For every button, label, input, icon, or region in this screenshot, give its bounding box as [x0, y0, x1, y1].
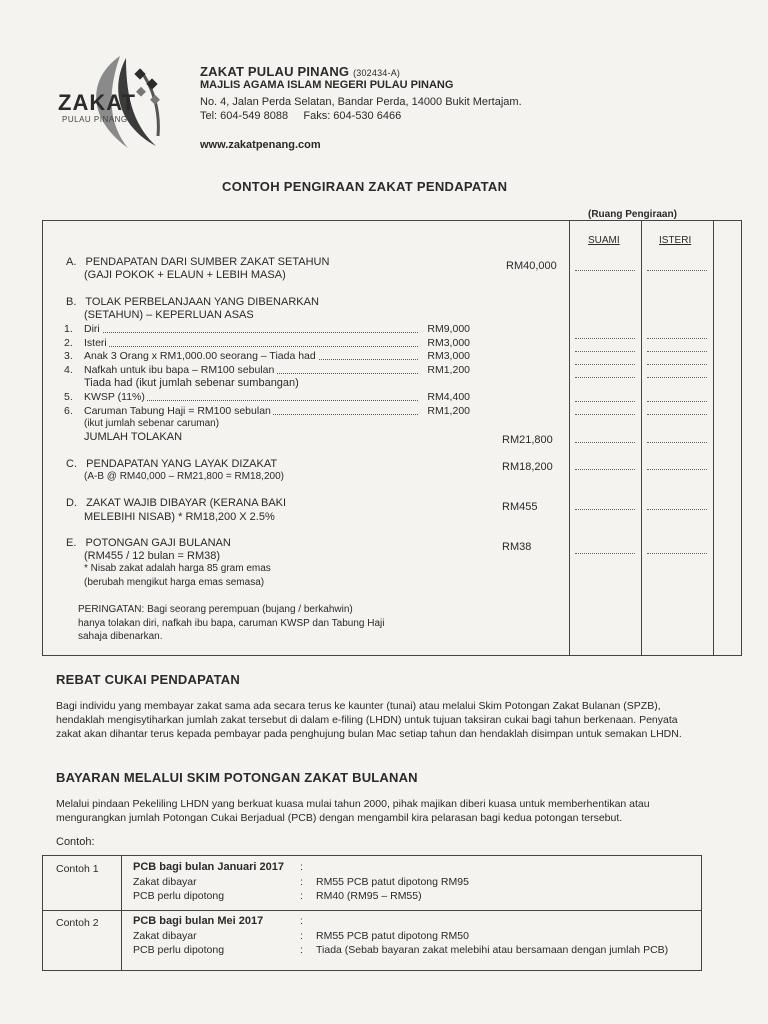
example-label: Contoh 2 — [56, 917, 99, 929]
colon: : — [300, 915, 303, 927]
colon: : — [300, 876, 303, 888]
section-b-title: B. TOLAK PERBELANJAAN YANG DIBENARKAN — [66, 296, 319, 308]
example-title: PCB bagi bulan Januari 2017 — [133, 861, 284, 873]
deduction-item-number: 6. — [64, 405, 73, 417]
org-name-text: ZAKAT PULAU PINANG — [200, 64, 350, 79]
example-label: Contoh 1 — [56, 863, 99, 875]
jumlah-tolakan-amount: RM21,800 — [502, 434, 553, 446]
deduction-item-amount: RM1,200 — [427, 364, 470, 376]
peringatan-line3: sahaja dibenarkan. — [78, 631, 163, 642]
section-d-detail: MELEBIHI NISAB) * RM18,200 X 2.5% — [84, 511, 275, 523]
page-title: CONTOH PENGIRAAN ZAKAT PENDAPATAN — [222, 179, 508, 194]
deduction-item-amount: RM3,000 — [427, 350, 470, 362]
deduction-item-number: 2. — [64, 337, 73, 349]
section-e-detail: (RM455 / 12 bulan = RM38) — [84, 550, 221, 562]
skim-heading: BAYARAN MELALUI SKIM POTONGAN ZAKAT BULANAN — [56, 770, 418, 785]
deduction-item-number: 5. — [64, 391, 73, 403]
colon: : — [300, 930, 303, 942]
jumlah-tolakan-label: JUMLAH TOLAKAN — [84, 431, 183, 443]
deduction-item-label: KWSP (11%) — [84, 391, 145, 403]
section-a-title: A. PENDAPATAN DARI SUMBER ZAKAT SETAHUN — [66, 256, 330, 268]
deduction-item-number: 1. — [64, 323, 73, 335]
rebat-heading: REBAT CUKAI PENDAPATAN — [56, 672, 240, 687]
org-reg: (302434-A) — [353, 68, 401, 78]
deduction-item-label: Isteri — [84, 337, 107, 349]
section-e-nisab-note: * Nisab zakat adalah harga 85 gram emas — [84, 563, 271, 574]
deduction-item-amount: RM4,400 — [427, 391, 470, 403]
section-a-detail: (GAJI POKOK + ELAUN + LEBIH MASA) — [84, 269, 286, 281]
leader-dots — [84, 346, 418, 347]
item4-note: Tiada had (ikut jumlah sebenar sumbangan) — [84, 377, 299, 389]
deduction-item — [64, 350, 470, 363]
colon: : — [300, 890, 303, 902]
column-divider — [641, 221, 642, 655]
peringatan-line1: PERINGATAN: Bagi seorang perempuan (bujang / berkahwin) — [78, 604, 353, 615]
example-row2-value: RM40 (RM95 – RM55) — [316, 890, 422, 902]
table-divider — [121, 856, 122, 970]
col-suami: SUAMI — [588, 235, 620, 246]
example-row2-label: PCB perlu dipotong — [133, 890, 225, 902]
section-b-detail: (SETAHUN) – KEPERLUAN ASAS — [84, 309, 254, 321]
rebat-body: Bagi individu yang membayar zakat sama ada secara terus ke kaunter (tunai) atau melalui Skim Potongan Zakat Bulanan (SPZB), hendaklah mengisytiharkan jumlah zakat tersebut di dalam e-filing (LHDN) untuk tujuan taksiran cukai bagi tahun berkenaan. Penyata zakat akan dihantar terus kepada pembayar pada penghujung bulan Mac setiap tahun dan hendaklah disimpan untuk semakan LHDN. — [56, 700, 682, 740]
section-d-title: D. ZAKAT WAJIB DIBAYAR (KERANA BAKI — [66, 497, 287, 509]
section-c-detail: (A-B @ RM40,000 – RM21,800 = RM18,200) — [84, 471, 284, 482]
org-phone-fax: Tel: 604-549 8088 Faks: 604-530 6466 — [200, 110, 402, 122]
deduction-item — [64, 323, 470, 336]
example-row2-label: PCB perlu dipotong — [133, 944, 225, 956]
section-e-title: E. POTONGAN GAJI BULANAN — [66, 537, 231, 549]
deduction-item-number: 3. — [64, 350, 73, 362]
example-row1-label: Zakat dibayar — [133, 876, 197, 888]
colon: : — [300, 861, 303, 873]
col-isteri: ISTERI — [659, 235, 692, 246]
colon: : — [300, 944, 303, 956]
example-row2-value: Tiada (Sebab bayaran zakat melebihi atau bersamaan dengan jumlah PCB) — [316, 944, 669, 956]
deduction-item-amount: RM3,000 — [427, 337, 470, 349]
deduction-item-number: 4. — [64, 364, 73, 376]
table-row-divider — [43, 910, 701, 911]
contoh-label: Contoh: — [56, 836, 95, 848]
section-c-title: C. PENDAPATAN YANG LAYAK DIZAKAT — [66, 458, 278, 470]
org-subtitle: MAJLIS AGAMA ISLAM NEGERI PULAU PINANG — [200, 79, 454, 91]
item6-note: (ikut jumlah sebenar caruman) — [84, 418, 220, 429]
zakat-logo — [48, 48, 178, 158]
section-c-amount: RM18,200 — [502, 461, 553, 473]
deduction-item-label: Diri — [84, 323, 100, 335]
section-d-amount: RM455 — [502, 501, 538, 513]
org-name — [200, 64, 400, 79]
deduction-item-label: Nafkah untuk ibu bapa – RM100 sebulan — [84, 364, 275, 376]
example-row1-value: RM55 PCB patut dipotong RM50 — [316, 930, 469, 942]
logo-text: ZAKAT — [58, 90, 136, 115]
skim-body: Melalui pindaan Pekeliling LHDN yang berkuat kuasa mulai tahun 2000, pihak majikan diberi kuasa untuk memberhentikan atau mengurangkan jumlah Potongan Cukai Berjadual (PCB) dengan mengambil kira pelarasan bagi kedua potongan tersebut. — [56, 798, 650, 824]
deduction-item-amount: RM9,000 — [427, 323, 470, 335]
deduction-item-label: Anak 3 Orang x RM1,000.00 seorang – Tiada had — [84, 350, 316, 362]
example-title: PCB bagi bulan Mei 2017 — [133, 915, 264, 927]
org-address: No. 4, Jalan Perda Selatan, Bandar Perda, 14000 Bukit Mertajam. — [200, 96, 522, 108]
example-row1-value: RM55 PCB patut dipotong RM95 — [316, 876, 469, 888]
ruang-pengiraan-label: (Ruang Pengiraan) — [588, 209, 677, 220]
deduction-item-label: Caruman Tabung Haji = RM100 sebulan — [84, 405, 271, 417]
section-e-nisab-note2: (berubah mengikut harga emas semasa) — [84, 577, 265, 588]
column-divider — [713, 221, 714, 655]
logo-subtext: PULAU PINANG — [62, 115, 128, 124]
example-row1-label: Zakat dibayar — [133, 930, 197, 942]
org-website: www.zakatpenang.com — [200, 139, 321, 151]
leader-dots — [84, 332, 418, 333]
deduction-item-amount: RM1,200 — [427, 405, 470, 417]
section-a-amount: RM40,000 — [506, 260, 557, 272]
section-e-amount: RM38 — [502, 541, 532, 553]
deduction-item — [64, 337, 470, 350]
deduction-item — [64, 405, 470, 418]
peringatan-line2: hanya tolakan diri, nafkah ibu bapa, caruman KWSP dan Tabung Haji — [78, 618, 385, 629]
column-divider — [569, 221, 570, 655]
deduction-item — [64, 364, 470, 377]
deduction-item — [64, 391, 470, 404]
